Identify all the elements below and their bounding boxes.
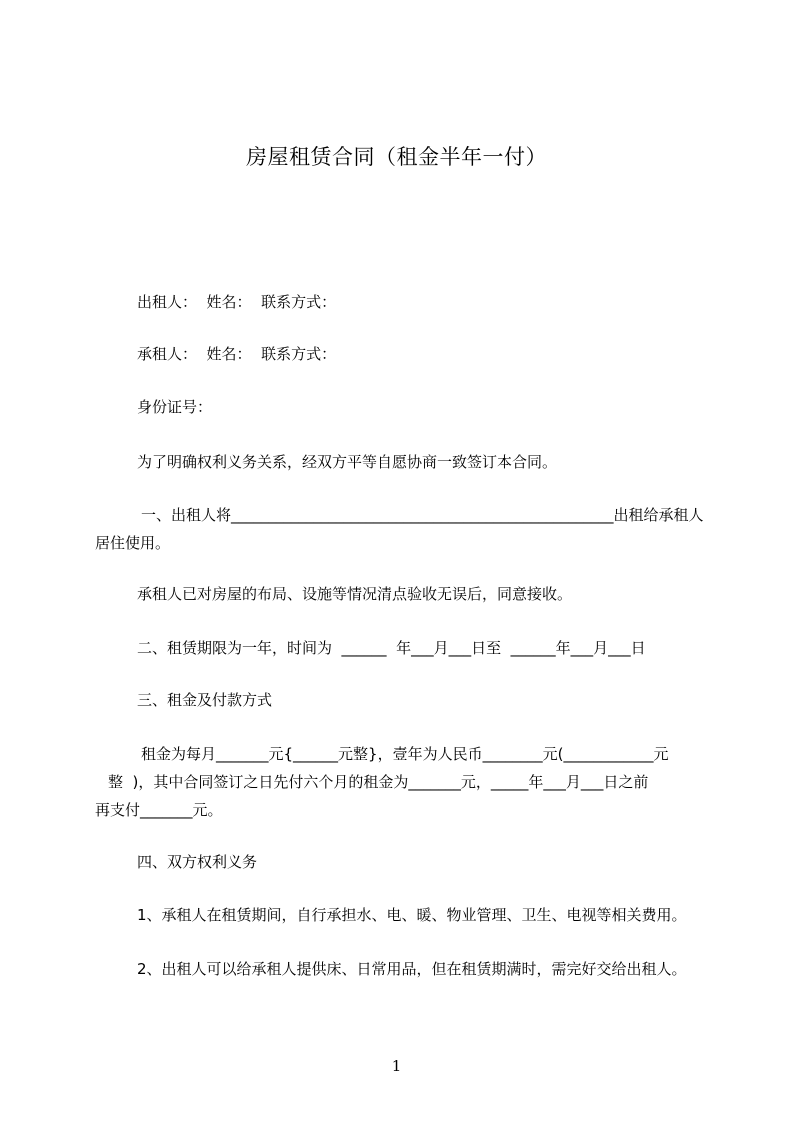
clause-4-item-1: 1、承租人在租赁期间，自行承担水、电、暖、物业管理、卫生、电视等相关费用。 (137, 906, 687, 924)
clause-4-item-2: 2、出租人可以给承租人提供床、日常用品，但在租赁期满时，需完好交给出租人。 (137, 960, 687, 978)
page-number: 1 (391, 1057, 402, 1075)
lessor-line: 出租人： 姓名： 联系方式： (137, 293, 337, 311)
acceptance-paragraph: 承租人已对房屋的布局、设施等情况清点验收无误后，同意接收。 (137, 585, 573, 603)
clause-4-heading: 四、双方权利义务 (137, 853, 258, 871)
clause-3-line-2: 整 )，其中合同签订之日先付六个月的租金为_______元，_____年___月___日之前 (108, 773, 649, 791)
clause-1-line-2: 居住使用。 (95, 534, 171, 552)
clause-3-line-1: 租金为每月_______元{______元整}，壹年为人民币________元(____________元 (141, 745, 669, 763)
clause-3-line-3: 再支付_______元。 (95, 801, 223, 819)
lessee-line: 承租人： 姓名： 联系方式： (137, 345, 337, 363)
clause-1-line-1: 一、出租人将___________________________________________________出租给承租人 (141, 506, 704, 524)
clause-3-heading: 三、租金及付款方式 (137, 691, 273, 709)
page-title: 房屋租赁合同（租金半年一付） (246, 145, 547, 169)
clause-2-lease-term: 二、租赁期限为一年，时间为 ______ 年___月___日至 ______年___月___日 (137, 639, 646, 657)
intro-paragraph: 为了明确权利义务关系，经双方平等自愿协商一致签订本合同。 (137, 453, 558, 471)
id-number-line: 身份证号： (137, 398, 213, 416)
